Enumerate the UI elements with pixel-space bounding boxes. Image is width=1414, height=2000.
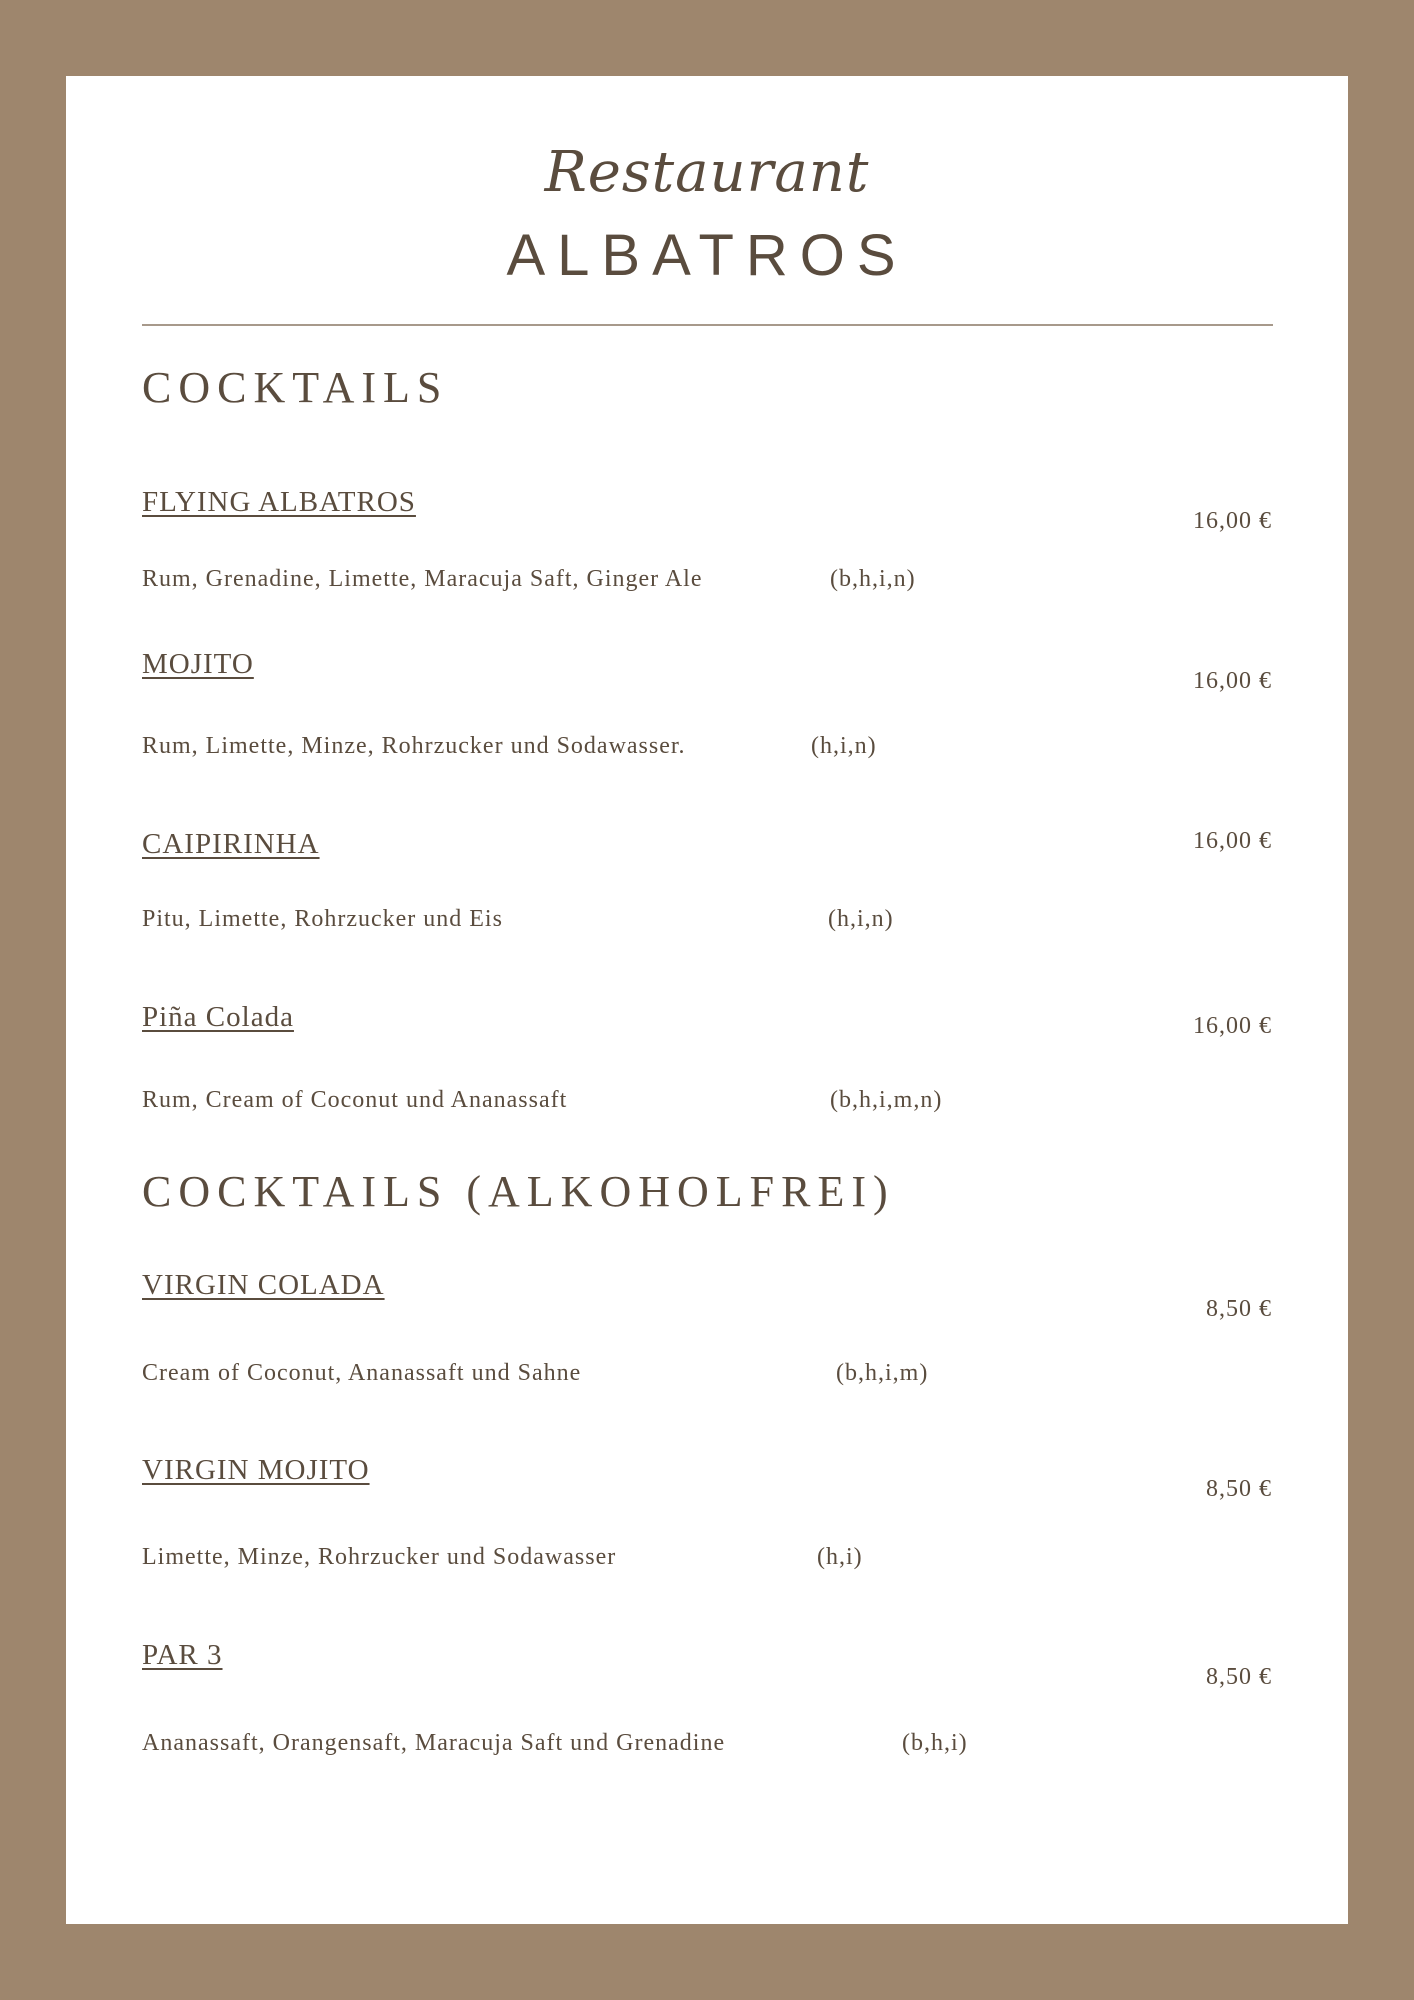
item-description: Ananassaft, Orangensaft, Maracuja Saft und Grenadine bbox=[142, 1730, 726, 1756]
item-price: 8,50 € bbox=[1206, 1664, 1272, 1690]
logo-brand-text: ALBATROS bbox=[506, 223, 908, 288]
item-name: VIRGIN COLADA bbox=[142, 1269, 385, 1301]
header-divider bbox=[142, 324, 1273, 326]
item-allergens: (b,h,i,m) bbox=[836, 1360, 929, 1386]
item-description: Rum, Limette, Minze, Rohrzucker und Sodawasser. bbox=[142, 733, 686, 759]
menu-page bbox=[66, 76, 1348, 1924]
item-price: 16,00 € bbox=[1193, 668, 1272, 694]
item-allergens: (b,h,i) bbox=[902, 1730, 968, 1756]
logo-script-text: Restaurant bbox=[544, 140, 870, 205]
section-title-cocktails-alkoholfrei: COCKTAILS (ALKOHOLFREI) bbox=[142, 1167, 895, 1216]
item-description: Cream of Coconut, Ananassaft und Sahne bbox=[142, 1360, 582, 1386]
item-description: Pitu, Limette, Rohrzucker und Eis bbox=[142, 906, 503, 932]
item-price: 16,00 € bbox=[1193, 508, 1272, 534]
item-allergens: (h,i) bbox=[817, 1544, 863, 1570]
item-name: MOJITO bbox=[142, 648, 254, 680]
item-name: VIRGIN MOJITO bbox=[142, 1454, 370, 1486]
section-title-cocktails: COCKTAILS bbox=[142, 363, 449, 412]
item-name: CAIPIRINHA bbox=[142, 828, 320, 860]
item-allergens: (b,h,i,n) bbox=[830, 566, 916, 592]
item-name: PAR 3 bbox=[142, 1639, 223, 1671]
item-allergens: (h,i,n) bbox=[811, 733, 877, 759]
item-description: Rum, Grenadine, Limette, Maracuja Saft, Ginger Ale bbox=[142, 566, 703, 592]
item-name: FLYING ALBATROS bbox=[142, 486, 416, 518]
item-description: Limette, Minze, Rohrzucker und Sodawasser bbox=[142, 1544, 617, 1570]
restaurant-logo bbox=[66, 76, 1348, 306]
item-price: 16,00 € bbox=[1193, 1013, 1272, 1039]
item-price: 16,00 € bbox=[1193, 828, 1272, 854]
item-price: 8,50 € bbox=[1206, 1296, 1272, 1322]
item-allergens: (b,h,i,m,n) bbox=[830, 1087, 943, 1113]
item-name: Piña Colada bbox=[142, 1001, 294, 1033]
item-price: 8,50 € bbox=[1206, 1476, 1272, 1502]
item-allergens: (h,i,n) bbox=[828, 906, 894, 932]
item-description: Rum, Cream of Coconut und Ananassaft bbox=[142, 1087, 568, 1113]
